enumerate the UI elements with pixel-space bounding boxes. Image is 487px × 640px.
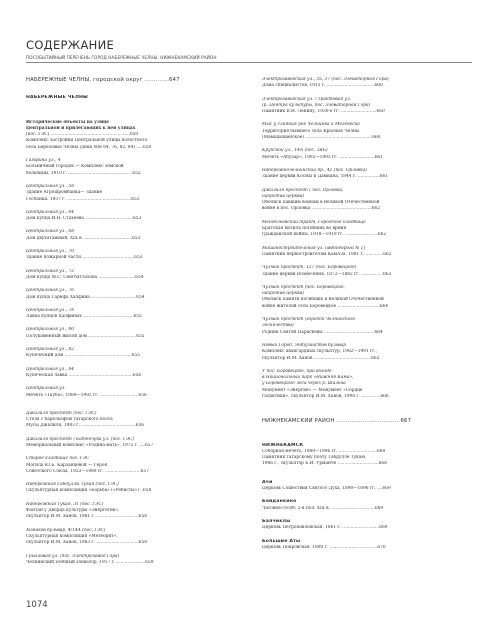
toc-entry-line: Территория бывшего села Красные Челны xyxy=(262,128,360,134)
toc-address: Центральная ул., 82 xyxy=(26,347,74,353)
toc-entry-line[interactable]: Соборная мечеть, 1989—1996 гг. ............................668 xyxy=(262,448,386,454)
toc-entry-line[interactable]: Памятник первостроителям КамАЗа, 1981 г. .............662 xyxy=(262,251,392,257)
toc-entry-line[interactable]: Мемориальный комплекс «Родина-мать», 1975 г. ....657 xyxy=(26,442,154,448)
toc-entry-line[interactable]: Церковь Покровская, 1890 г. ...................................670 xyxy=(262,544,386,550)
toc-entry-line: Могила Ю.Б. Карзанцевой — Героя xyxy=(26,462,108,468)
toc-address: Центральная ул., 64 xyxy=(26,209,74,215)
toc-address: Менделеевский тракт, Городское кладбище xyxy=(262,219,366,225)
header-rule xyxy=(26,62,472,63)
toc-entry-line[interactable]: Дом купца Гарифа Халфина .................................654 xyxy=(26,294,145,300)
toc-address: Чулман проспект, 127 (пос. Боровецкое) xyxy=(262,265,357,271)
toc-entry-line: Обелиск памяти погибших в Великой Отечественной xyxy=(262,297,384,303)
toc-entry-line[interactable]: Памятник В.И. Ленину, 1930-е гг. ..........................660 xyxy=(262,109,385,115)
toc-entry-line[interactable]: больницы, 1910 г. ...............................................652 xyxy=(26,170,141,176)
toc-address: Центральная ул., 58 xyxy=(26,183,74,189)
toc-entry-line: Братская могила погибших во время xyxy=(262,226,347,232)
toc-address: в Национальный парк «Нижняя Кама», xyxy=(262,375,354,381)
toc-entry-line[interactable]: войне в пос. Орловка ............................................662 xyxy=(262,206,380,212)
toc-address: Центральная ул., 84 xyxy=(26,366,74,372)
toc-entry-line[interactable]: скульптор И.М. Ханов, 1983 г. ...............................658 xyxy=(26,540,147,546)
toc-entry-line[interactable]: скульптор И.М. Ханов ..........................................665 xyxy=(262,355,380,361)
toc-entry-line[interactable]: (пос. ГЭС) ..........................................................650 xyxy=(26,132,139,138)
left-column xyxy=(26,77,234,566)
toc-entry-line[interactable]: войне жителей села Боровецкое ...............................664 xyxy=(262,303,389,309)
toc-entry-line[interactable]: гражданской войны, 1918—1919 гг. ........................662 xyxy=(262,232,387,238)
toc-entry-line[interactable]: Мечеть «Абузар», 1992—1993 гг. ..........................661 xyxy=(262,154,383,160)
toc-entry-line[interactable]: Здание пожарной части ......................................653 xyxy=(26,255,143,261)
toc-address: Центральная ул. xyxy=(26,386,66,392)
toc-address: Чулман проспект (пос. Боровецкое, xyxy=(262,284,346,290)
toc-entry-line[interactable]: Купеческая лавка ...............................................656 xyxy=(26,372,142,378)
toc-entry-line: Здание Агрошромбанка— Здание xyxy=(26,190,103,196)
toc-entry-line[interactable]: 1986 г., скульптор Б.И. Урманче ..............................668 xyxy=(262,461,387,467)
toc-address: Набережная Габдуллы Тукая (пос. ГЭС) xyxy=(26,482,119,488)
toc-address: Джалиля проспект (пос. ГЭС) xyxy=(26,410,97,416)
toc-address: Набережная Тукая, 31 (пос. ГЭС) xyxy=(26,501,104,507)
toc-entry-line: Больничный городок — Комплекс земской xyxy=(26,164,124,170)
toc-address: Джалиля проспект / Батенчука ул. (пос. ГЭС) xyxy=(26,436,135,442)
toc-entry-line[interactable]: Здание церкви Вознесения, 1872—1882 гг. ................663 xyxy=(262,271,392,277)
toc-entry-line[interactable]: скульптор И.М. Ханов, 1981 г. ...............................658 xyxy=(26,514,147,520)
page-subtitle: ПОСОБЫТИЙНЫЙ ПЕРЕЧЕНЬ ГОРОД НАБЕРЕЖНЫЕ ЧЕЛНЫ, НИЖНЕКАМСКИЙ РАЙОН xyxy=(26,55,217,60)
toc-subsection-title[interactable]: НИЖНЕКАМСК xyxy=(262,442,304,448)
page-number: 1074 xyxy=(26,600,48,610)
toc-entry-line[interactable]: села Березовые Челны (дома №№ 64, 76, 82, 84) .....650 xyxy=(26,144,152,150)
toc-entry-line: Обелиск павшим воинам в Великой Отечественной xyxy=(262,200,380,206)
toc-entry-line[interactable]: Челнинский хлебный элеватор, 1917 г. .....................659 xyxy=(26,559,154,565)
toc-subsection-title: Балчиклы xyxy=(262,518,291,524)
toc-entry-line[interactable]: Дом двухэтажный, XIX в. ...................................653 xyxy=(26,235,141,241)
toc-entry-line[interactable]: Лавка купцов Халфиных .....................................655 xyxy=(26,314,142,320)
toc-address: Машиностроительная ул. (автодорога № 1) xyxy=(262,245,366,251)
toc-entry-line: Стела с барельефом татарского поэта xyxy=(26,417,113,423)
toc-section-title[interactable]: НАБЕРЕЖНЫЕ ЧЕЛНЫ, городской округ .............647 xyxy=(26,77,180,83)
toc-address: Центральная ул., 78 xyxy=(26,307,74,313)
toc-entry-line[interactable]: галактики», скульптор И.М. Ханов, 1998 г. ..............666 xyxy=(262,393,389,399)
toc-address: Центральная ул., 76 xyxy=(26,288,74,294)
toc-address: (р. Центра культуры, пос. Элеваторная Гора) xyxy=(262,102,371,108)
right-column xyxy=(262,77,470,551)
toc-address: Чулман проспект (городок Челнинского xyxy=(262,317,356,323)
toc-subsection-title: Байданкино xyxy=(262,499,297,505)
toc-entry-line: Комплекс авангардных скульптур, 1982—1991 гг., xyxy=(262,349,378,355)
toc-subsection-title: Ачи xyxy=(262,479,273,485)
toc-address: Грызловая ул. (пос. Электрозавод Гора) xyxy=(26,553,120,559)
toc-address: Набережночелнинский пр., 42 (пос. Орловка) xyxy=(262,167,367,173)
toc-address: Джалиля проспект ( пос. Орловка, xyxy=(262,187,344,193)
toc-address: У пос. Боровецкое, при въезде xyxy=(262,368,332,374)
toc-address: у Боровецкого леса через р. Шильна xyxy=(262,381,346,387)
toc-entry-line: Памятник татарскому поэту Габдулле Тукаю, xyxy=(262,455,367,461)
toc-entry-line[interactable]: Полукаменный жилой дом ...................................655 xyxy=(26,333,145,339)
toc-address: Новый Город, Энтузиастов бульвар xyxy=(262,342,346,348)
toc-subsection-title: Большие Аты xyxy=(262,538,301,544)
toc-entry-line[interactable]: Дом купца И.Н. Стахеева ...................................653 xyxy=(26,216,142,222)
toc-entry-line[interactable]: Часовня-столб, 2-я пол. XIX в. ................................669 xyxy=(262,505,384,511)
toc-address: лесничества) xyxy=(262,323,294,329)
toc-address: Крупской ул., 14А (пос. ЗЯБ) xyxy=(262,148,328,154)
toc-entry-line[interactable]: Госбанка. 1937 г. ...............................................653 xyxy=(26,196,140,202)
toc-section-title[interactable]: НИЖНЕКАМСКИЙ РАЙОН ..................................667 xyxy=(262,418,412,425)
toc-entry-line: Скульптурная композиция «Метеорит», xyxy=(26,533,118,539)
toc-address: Электрозаводская ул. / Трактовая ул. xyxy=(262,96,352,102)
toc-address: Электрозаводская ул., 35, 37 (пос. Элеваторная Гора) xyxy=(262,77,389,82)
toc-entry-line: Центральной и прилегающих к ней улицах xyxy=(26,125,136,131)
toc-entry-line[interactable]: Мечеть «Тауба», 1989—1992 гг. ............................656 xyxy=(26,392,147,398)
toc-address: напротив церкви) xyxy=(262,193,305,199)
toc-subsection-title[interactable]: НАБЕРЕЖНЫЕ ЧЕЛНЫ xyxy=(26,95,88,101)
toc-address: Центральная ул., 70 xyxy=(26,249,74,255)
toc-address: Старое кладбище пос. ГЭС xyxy=(26,456,90,462)
toc-entry-line: Монумент «Энергия» — Монумент «Сердце xyxy=(262,387,363,393)
toc-entry-line[interactable]: Дома специалистов, 1915 г. ...................................660 xyxy=(262,83,383,89)
toc-entry-line: Комплекс застройки Центральной улицы волостного xyxy=(26,138,148,144)
toc-entry-line[interactable]: Купеческий дом .................................................655 xyxy=(26,353,140,359)
toc-address: напротив церкви) xyxy=(262,291,305,297)
toc-entry-line[interactable]: Мусы Джалиля, 1983 г. ........................................656 xyxy=(26,423,145,429)
toc-address: Центральная ул., 80 xyxy=(26,327,74,333)
toc-address: Центральная ул., 72 xyxy=(26,268,74,274)
toc-entry-line[interactable]: Церковь Сошествия Святого Духа, 1890—1896 гг. ....669 xyxy=(262,486,391,492)
toc-entry-line[interactable]: Родник Святой Параскевы .....................................664 xyxy=(262,329,383,335)
toc-entry-line[interactable]: Здание церкви Космы и Дамиана, 1844 г. ................661 xyxy=(262,174,388,180)
page-header xyxy=(26,38,472,63)
toc-entry-line[interactable]: Скульптурная композиция «Борьба» («Ребисты») ..658 xyxy=(26,488,152,494)
toc-entry-line: Исторические объекты на улице xyxy=(26,119,110,125)
toc-entry-line: Фонтан у Дворца культуры «Энергетик», xyxy=(26,508,120,514)
page-title: СОДЕРЖАНИЕ xyxy=(26,38,115,52)
toc-entry-line[interactable]: (Мамадыщенское) .................................................660 xyxy=(262,135,381,141)
toc-entry-line[interactable]: Церковь Петропавловская, 1861 г. ...........................669 xyxy=(262,525,388,531)
toc-address: Мыс у слияния рек Челнинка и Мелекеска xyxy=(262,122,360,128)
toc-address: Химиков бульвар, 4/14А (пос. ГЭС) xyxy=(26,527,106,533)
toc-entry-line[interactable]: Дом купца М.С. Сенгбатталова ...........................654 xyxy=(26,274,144,280)
toc-address: Центральная ул., 68 xyxy=(26,229,74,235)
toc-entry-line[interactable]: Советского Союза, 1923—1989 гг. ..........................657 xyxy=(26,468,149,474)
toc-address: Гагарина ул., 4 xyxy=(26,158,61,164)
